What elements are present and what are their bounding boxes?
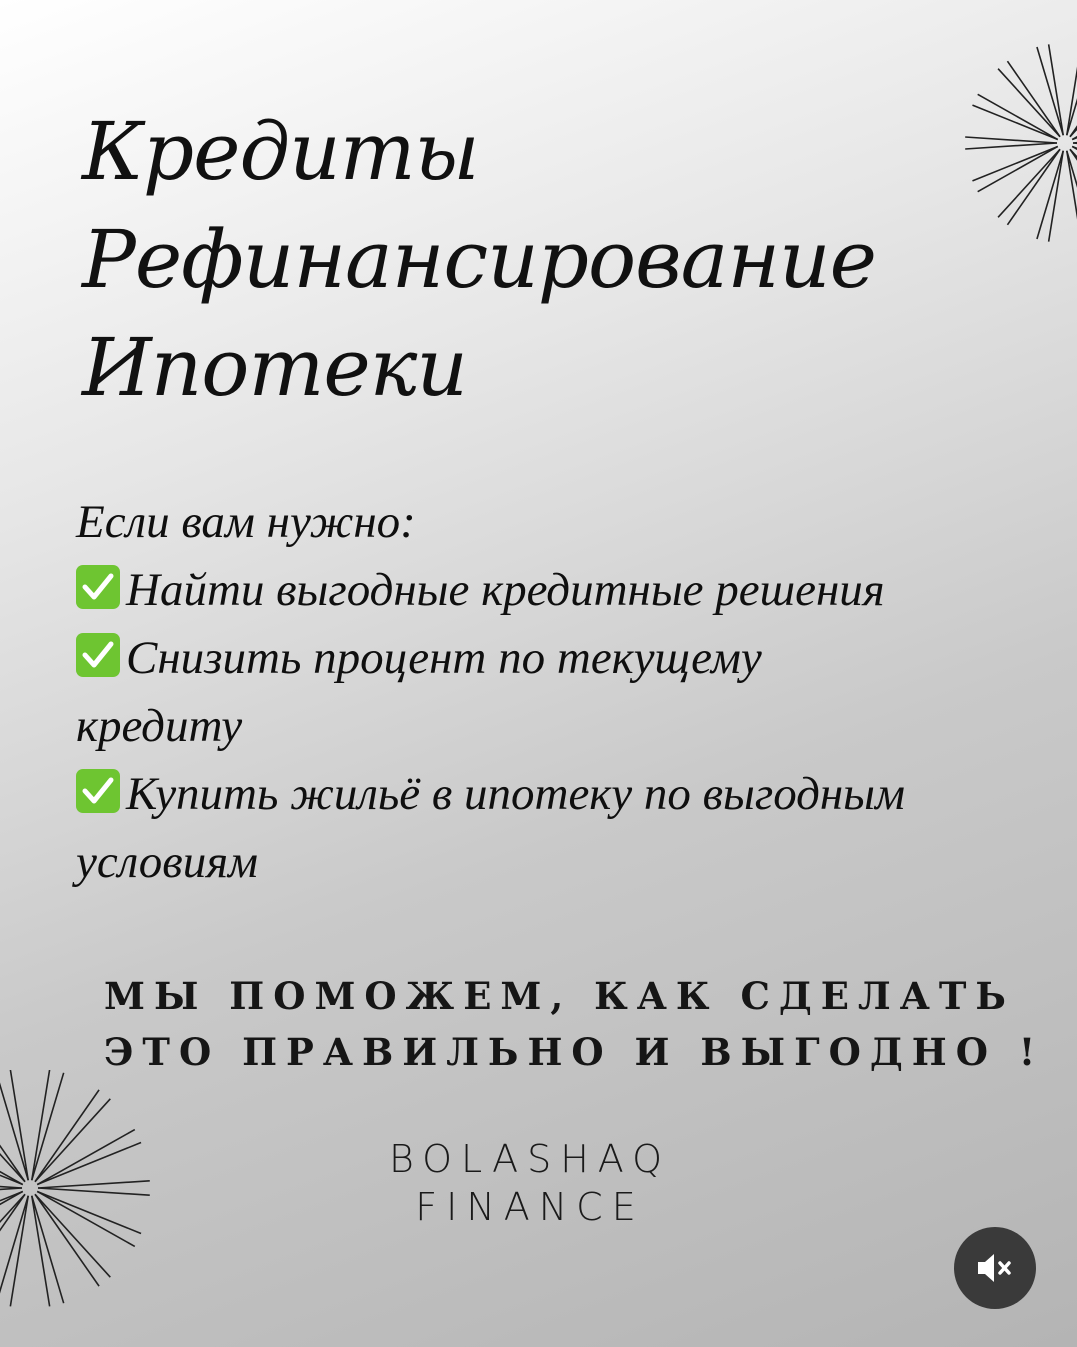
list-item-continuation: кредиту	[76, 700, 243, 752]
headline-line-2: Рефинансирование	[82, 213, 876, 306]
list-item-text: Снизить процент по текущему	[126, 632, 762, 684]
check-mark-icon	[76, 769, 120, 813]
list-item-text: Купить жильё в ипотеку по выгодным	[126, 768, 906, 820]
list-item	[76, 556, 1036, 624]
call-to-action	[104, 968, 1045, 1080]
list-item	[76, 624, 1036, 692]
list-item	[76, 760, 1036, 828]
intro-text: Если вам нужно:	[76, 496, 416, 548]
list-item-text: Найти выгодные кредитные решения	[126, 564, 885, 616]
headline-line-1: Кредиты	[82, 105, 479, 198]
starburst-decoration-bottom-left	[0, 1070, 160, 1310]
list-item-continuation: условиям	[76, 836, 259, 888]
cta-line-1: МЫ ПОМОЖЕМ, КАК СДЕЛАТЬ	[104, 974, 1015, 1018]
cta-line-2: ЭТО ПРАВИЛЬНО И ВЫГОДНО !	[104, 1030, 1045, 1074]
headline-line-3: Ипотеки	[82, 321, 467, 414]
speaker-muted-icon	[975, 1249, 1015, 1287]
mute-button[interactable]	[954, 1227, 1036, 1309]
headline	[82, 98, 1042, 422]
benefits-list	[76, 488, 1036, 896]
check-mark-icon	[76, 633, 120, 677]
brand-name	[300, 1135, 760, 1231]
brand-line-1: BOLASHAQ	[388, 1137, 672, 1181]
check-mark-icon	[76, 565, 120, 609]
brand-line-2: FINANCE	[415, 1185, 645, 1229]
